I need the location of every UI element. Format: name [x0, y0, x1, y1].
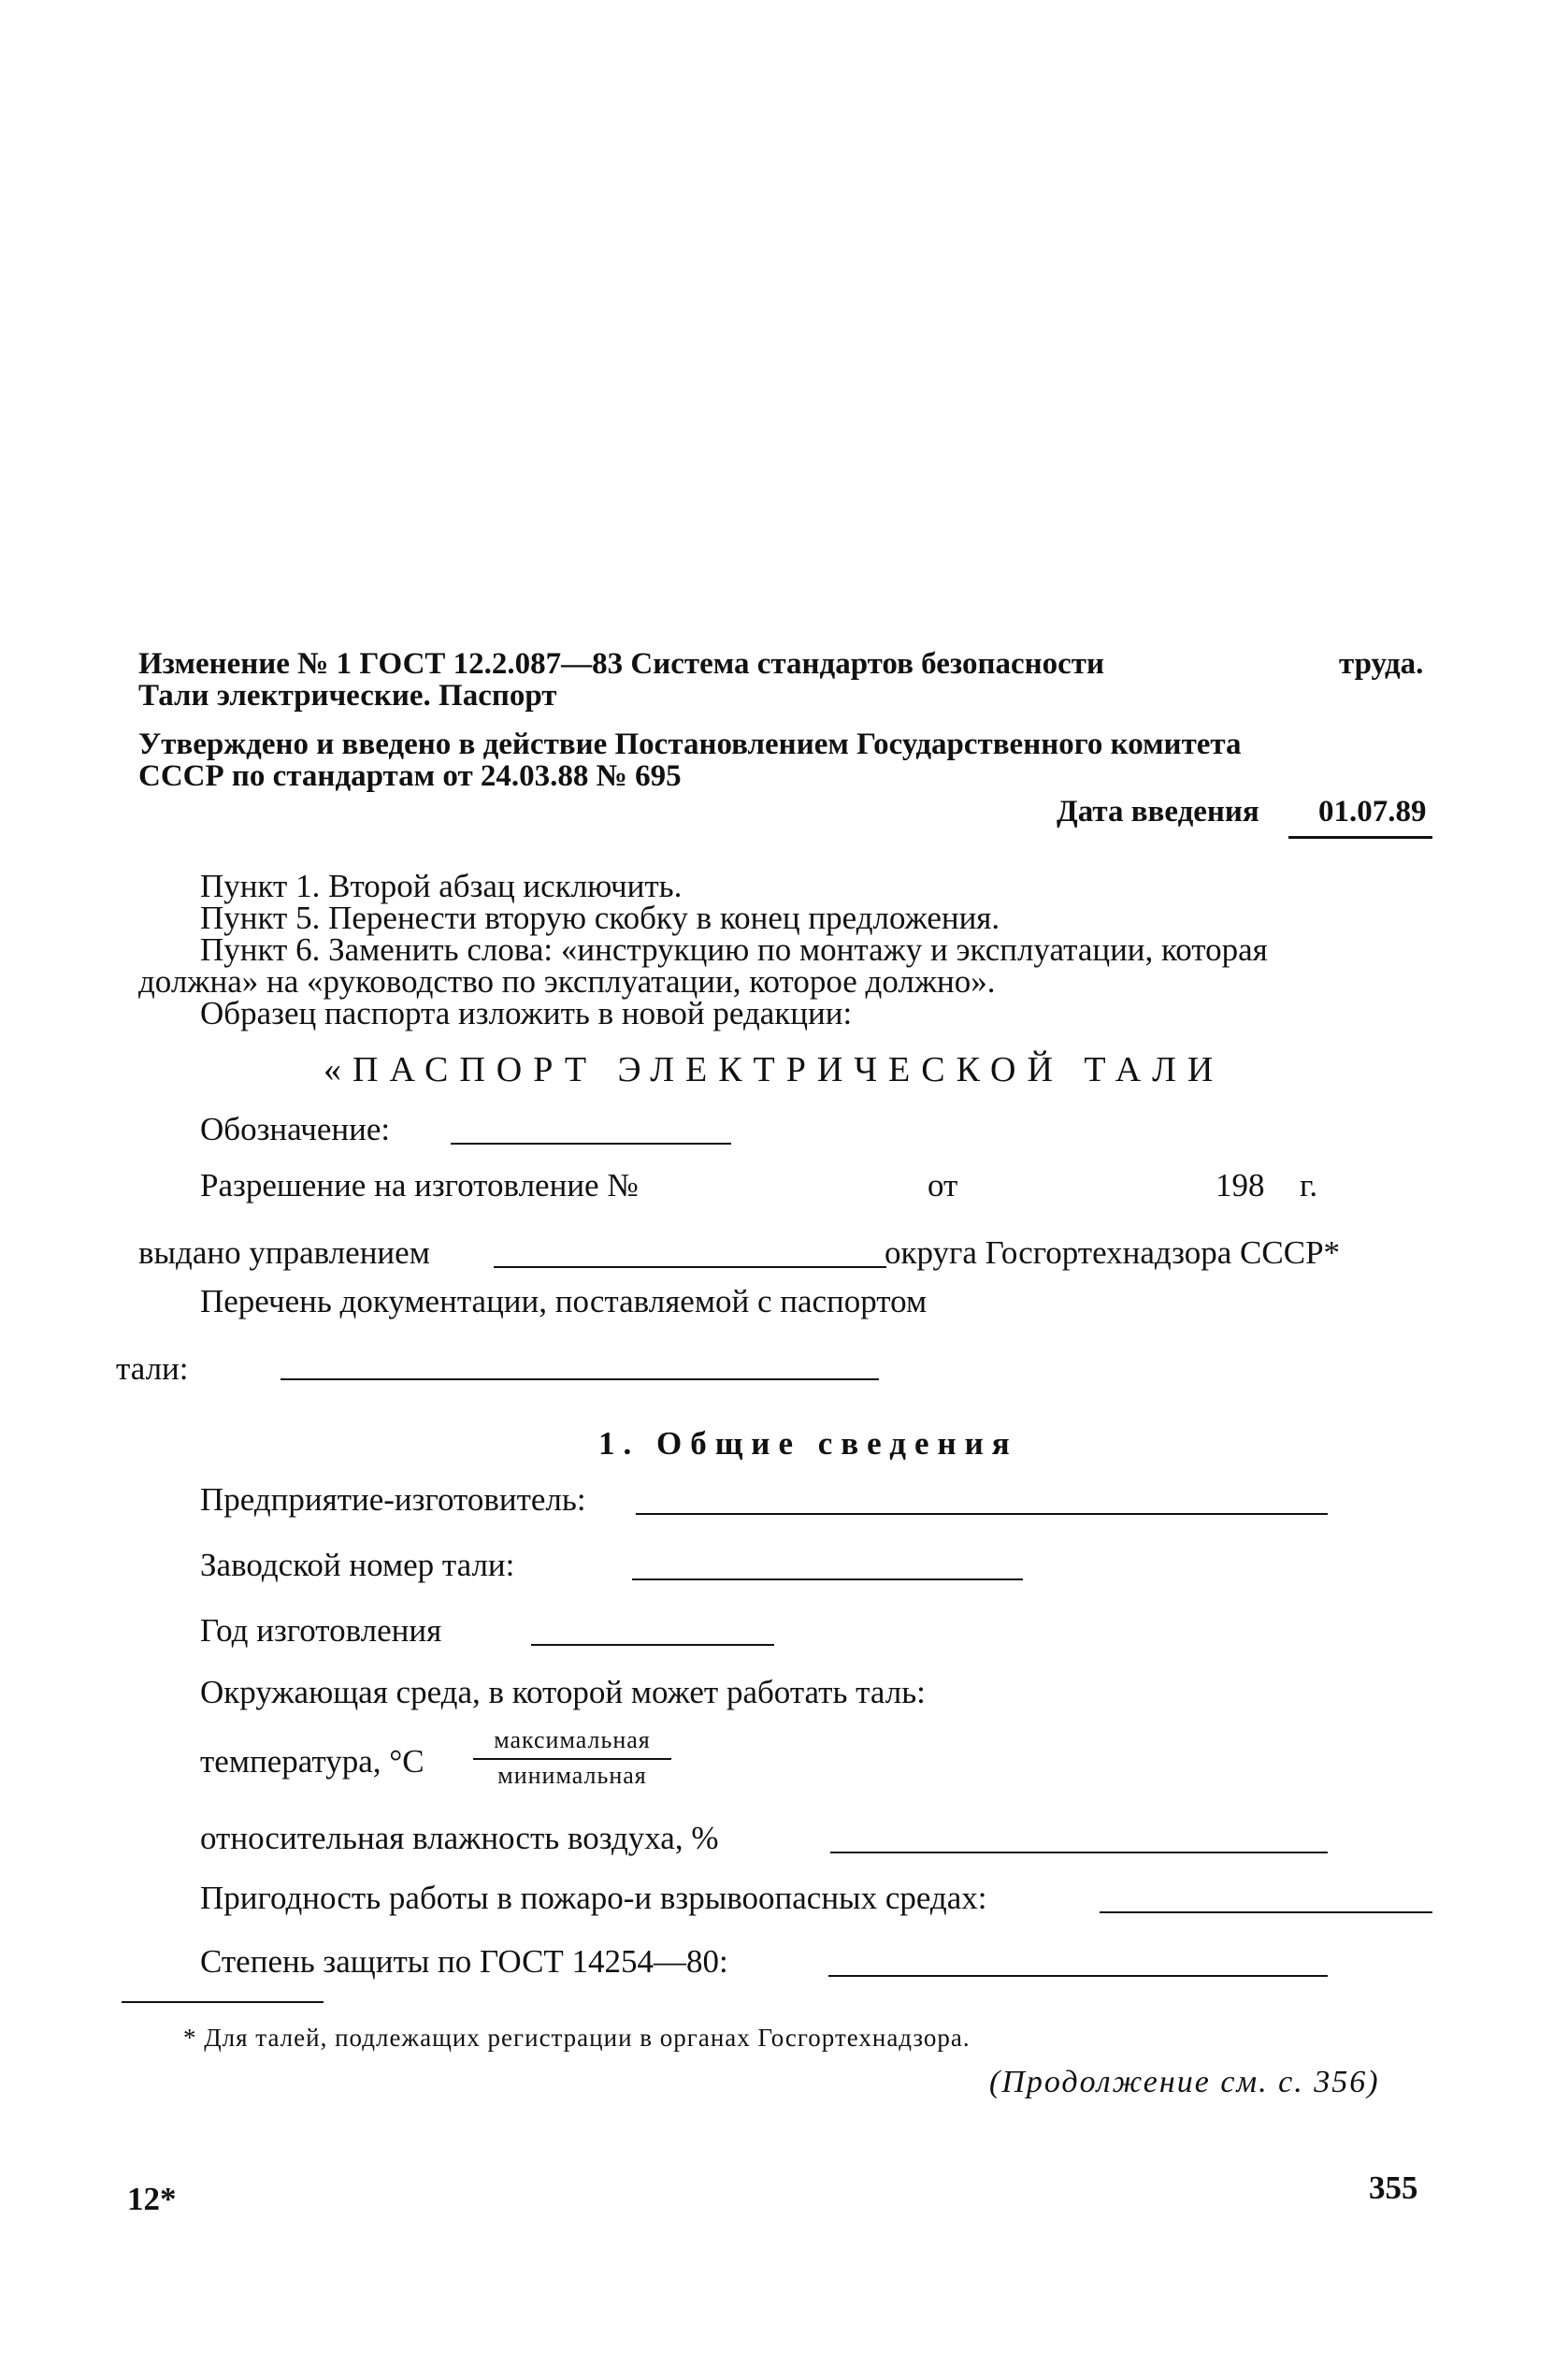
doc-list-line — [281, 1378, 879, 1380]
year-line — [531, 1644, 774, 1646]
temperature-max: максимальная — [494, 1726, 651, 1753]
change-3: Пункт 6. Заменить слова: «инструкцию по монтажу и эксплуатации, которая — [200, 931, 1268, 968]
protection-line — [828, 1975, 1328, 1977]
issued-by-line — [494, 1266, 886, 1268]
passport-title: «ПАСПОРТ ЭЛЕКТРИЧЕСКОЙ ТАЛИ — [324, 1050, 1225, 1089]
manufacturer-line — [636, 1513, 1328, 1515]
approved-line2: СССР по стандартам от 24.03.88 № 695 — [138, 759, 682, 793]
fire-line — [1100, 1911, 1432, 1913]
date-label: Дата введения — [1057, 795, 1259, 829]
footnote: * Для талей, подлежащих регистрации в органах Госгортехнадзора. — [183, 2024, 971, 2052]
footer-left-mark: 12* — [127, 2181, 177, 2217]
year-label: Год изготовления — [200, 1612, 442, 1649]
page-number: 355 — [1369, 2169, 1418, 2206]
serial-label: Заводской номер тали: — [200, 1547, 515, 1583]
permit-year-suffix: г. — [1300, 1167, 1318, 1204]
manufacturer-label: Предприятие-изготовитель: — [200, 1481, 586, 1518]
change-1: Пункт 1. Второй абзац исключить. — [200, 868, 683, 904]
temperature-fraction-line — [473, 1758, 671, 1760]
date-underline — [1288, 836, 1432, 839]
serial-line — [632, 1578, 1023, 1580]
approved-line1: Утверждено и введено в действие Постановлением Государственного комитета — [138, 728, 1242, 761]
title-line1: Изменение № 1 ГОСТ 12.2.087—83 Система стандартов безопасности — [138, 647, 1105, 681]
permit-year: 198 — [1216, 1167, 1265, 1204]
title-line2: Тали электрические. Паспорт — [138, 679, 557, 713]
fire-label: Пригодность работы в пожаро-и взрывоопасных средах: — [200, 1880, 987, 1916]
footnote-separator — [122, 2001, 324, 2003]
temperature-min: минимальная — [497, 1762, 647, 1789]
date-value: 01.07.89 — [1318, 795, 1427, 829]
issued-by-label: выдано управлением — [138, 1234, 430, 1271]
doc-list-label2: тали: — [116, 1350, 189, 1387]
temperature-label: температура, °С — [200, 1743, 424, 1780]
humidity-line — [830, 1852, 1328, 1853]
protection-label: Степень защиты по ГОСТ 14254—80: — [200, 1943, 728, 1980]
change-4: Образец паспорта изложить в новой редакции: — [200, 995, 853, 1031]
permit-label: Разрешение на изготовление № — [200, 1167, 639, 1204]
permit-from: от — [928, 1167, 958, 1204]
environment-label: Окружающая среда, в которой может работать таль: — [200, 1674, 926, 1710]
doc-list-label: Перечень документации, поставляемой с паспортом — [200, 1283, 928, 1319]
change-2: Пункт 5. Перенести вторую скобку в конец предложения. — [200, 900, 1000, 936]
section1-title: 1. Общие сведения — [598, 1425, 1018, 1462]
designation-line — [451, 1143, 731, 1145]
humidity-label: относительная влажность воздуха, % — [200, 1820, 719, 1856]
title-line1-end: труда. — [1339, 647, 1424, 681]
issued-by-suffix: округа Госгортехнадзора СССР* — [885, 1234, 1341, 1271]
designation-label: Обозначение: — [200, 1111, 391, 1147]
change-3-cont: должна» на «руководство по эксплуатации, которое должно». — [138, 963, 996, 1000]
continuation-note: (Продолжение см. с. 356) — [989, 2065, 1380, 2099]
